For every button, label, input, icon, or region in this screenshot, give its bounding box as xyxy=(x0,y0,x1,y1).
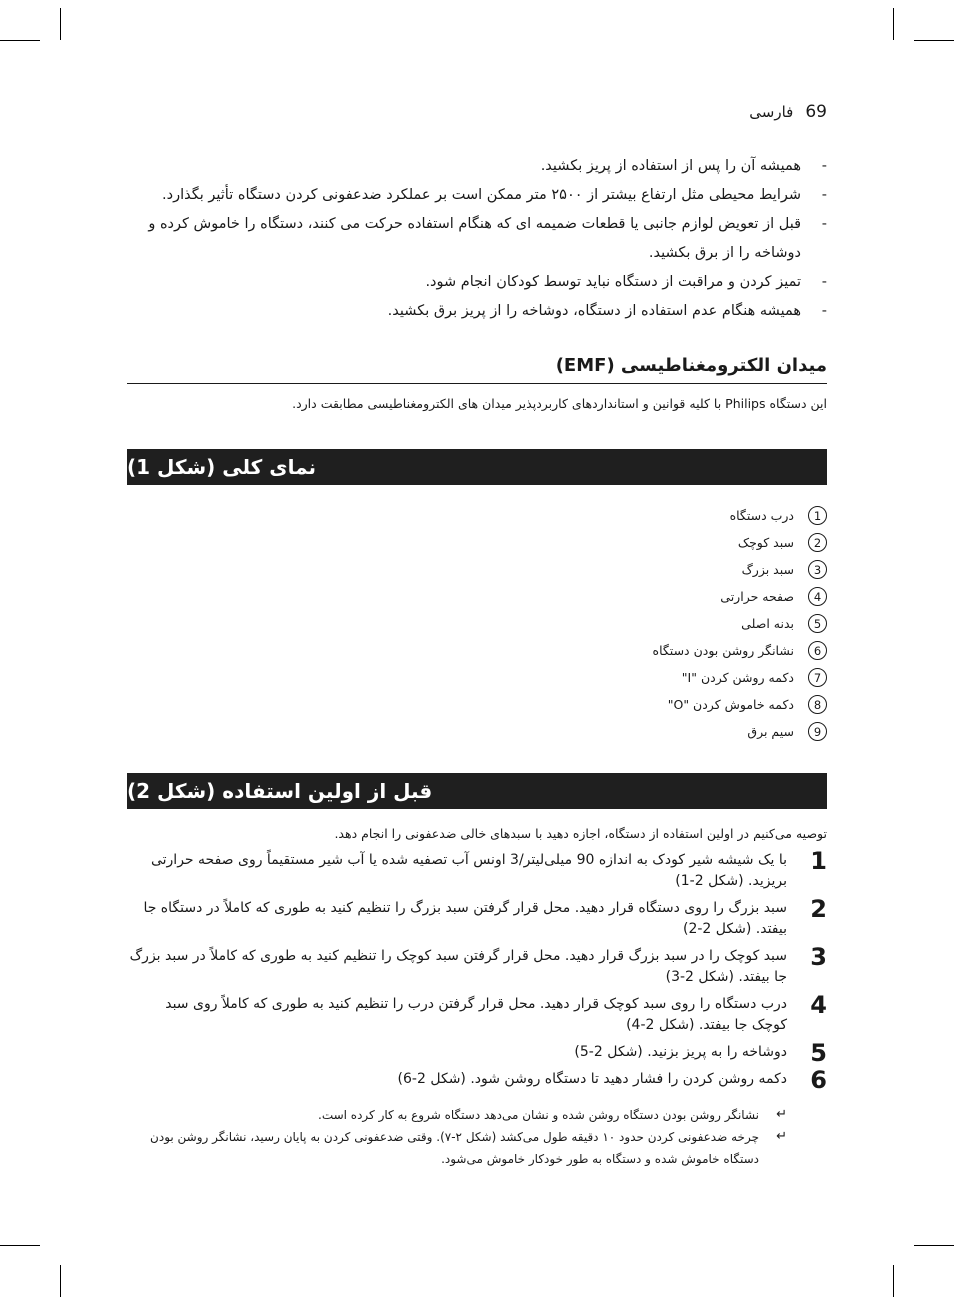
crop-mark xyxy=(914,40,954,41)
step-item: 2 سبد بزرگ را روی دستگاه قرار دهید. محل قرار گرفتن سبد بزرگ را تنظیم کنید به طوری که کاملاً در دستگاه جا بیفتد. (شکل 2-2) xyxy=(143,895,827,937)
part-item: 9 سیم برق xyxy=(427,718,827,745)
bullet-item: - شرایط محیطی مثل ارتفاع بیشتر از ۲۵۰۰ متر ممکن است بر عملکرد ضدعفونی کردن دستگاه تأثیر بگذارد. xyxy=(162,187,827,203)
note-item: ↵ چرخه ضدعفونی کردن حدود ۱۰ دقیقه طول می‌کشد (شکل ۲-۷). وقتی ضدعفونی کردن به پایان رسید، نشانگر روشن بودن دستگاه خاموش شده و دستگاه به طور خودکار خاموش می‌شود. xyxy=(127,1126,827,1170)
note-item: ↵ نشانگر روشن بودن دستگاه روشن شده و نشان می‌دهد دستگاه شروع به کار کرده است. xyxy=(127,1104,827,1126)
page-header xyxy=(749,100,827,124)
crop-mark xyxy=(914,1245,954,1246)
crop-mark xyxy=(0,1245,40,1246)
crop-mark xyxy=(893,8,894,40)
part-item: 2 سبد کوچک xyxy=(427,529,827,556)
page-number: 69 xyxy=(805,102,827,122)
result-arrow-icon: ↵ xyxy=(776,1107,787,1122)
bullet-item: - همیشه آن را پس از استفاده از پریز بکشید. xyxy=(540,158,827,174)
overview-title-bar xyxy=(127,449,827,485)
before-use-intro: توصیه می‌کنیم در اولین استفاده از دستگاه، اجازه دهید با سبدهای خالی ضدعفونی را انجام دهد. xyxy=(334,826,827,841)
step-item: 6 دکمه روشن کردن را فشار دهید تا دستگاه روشن شود. (شکل 2-6) xyxy=(397,1066,827,1094)
crop-mark xyxy=(893,1265,894,1297)
part-item: 7 دکمه روشن کردن "I" xyxy=(427,664,827,691)
before-use-title-bar xyxy=(127,773,827,809)
crop-mark xyxy=(60,1265,61,1297)
step-item: 1 با یک شیشه شیر کودک به اندازه 90 میلی‌لیتر/3 اونس آب تصفیه شده یا آب شیر مستقیماً روی صفحه حرارتی بریزید. (شکل 2-1) xyxy=(150,847,827,889)
before-use-title: قبل از اولین استفاده (شکل 2) xyxy=(127,779,433,803)
part-item: 6 نشانگر روشن بودن دستگاه xyxy=(427,637,827,664)
safety-bullets xyxy=(127,152,827,326)
part-item: 4 صفحه حرارتی xyxy=(427,583,827,610)
step-notes xyxy=(127,1104,827,1170)
emf-heading: میدان الکترومغناطیسی (EMF) xyxy=(127,355,827,384)
step-item: 4 درب دستگاه را روی سبد کوچک قرار دهید. محل قرار گرفتن درب را تنظیم کنید به طوری که کاملاً روی سبد کوچک جا بیفتد. (شکل 2-4) xyxy=(165,991,827,1033)
part-item: 3 سبد بزرگ xyxy=(427,556,827,583)
part-item: 1 درب دستگاه xyxy=(427,502,827,529)
bullet-item: - تمیز کردن و مراقبت از دستگاه نباید توسط کودکان انجام شود. xyxy=(425,274,827,290)
step-item: 5 دوشاخه را به پریز بزنید. (شکل 2-5) xyxy=(574,1039,827,1067)
crop-mark xyxy=(0,40,40,41)
part-item: 8 دکمه خاموش کردن "O" xyxy=(427,691,827,718)
bullet-item: - قبل از تعویض لوازم جانبی یا قطعات ضمیمه ای که هنگام استفاده حرکت می کنند، دستگاه را خاموش کرده و دوشاخه را از برق بکشید. xyxy=(148,216,827,261)
part-item: 5 بدنه اصلی xyxy=(427,610,827,637)
overview-title: نمای کلی (شکل 1) xyxy=(127,455,317,479)
bullet-item: - همیشه هنگام عدم استفاده از دستگاه، دوشاخه را از پریز برق بکشید. xyxy=(387,303,827,319)
step-item: 3 سبد کوچک را در سبد بزرگ قرار دهید. محل قرار گرفتن سبد کوچک را تنظیم کنید به طوری که کاملاً در سبد بزرگ جا بیفتد. (شکل 2-3) xyxy=(129,943,827,985)
result-arrow-icon: ↵ xyxy=(776,1129,787,1144)
parts-list xyxy=(427,502,827,745)
steps-list xyxy=(127,847,827,1096)
language-label: فارسی xyxy=(749,103,794,121)
crop-mark xyxy=(60,8,61,40)
emf-body: این دستگاه Philips با کلیه قوانین و استانداردهای کاربردپذیر میدان های الکترومغناطیسی مطابقت دارد. xyxy=(292,396,827,411)
